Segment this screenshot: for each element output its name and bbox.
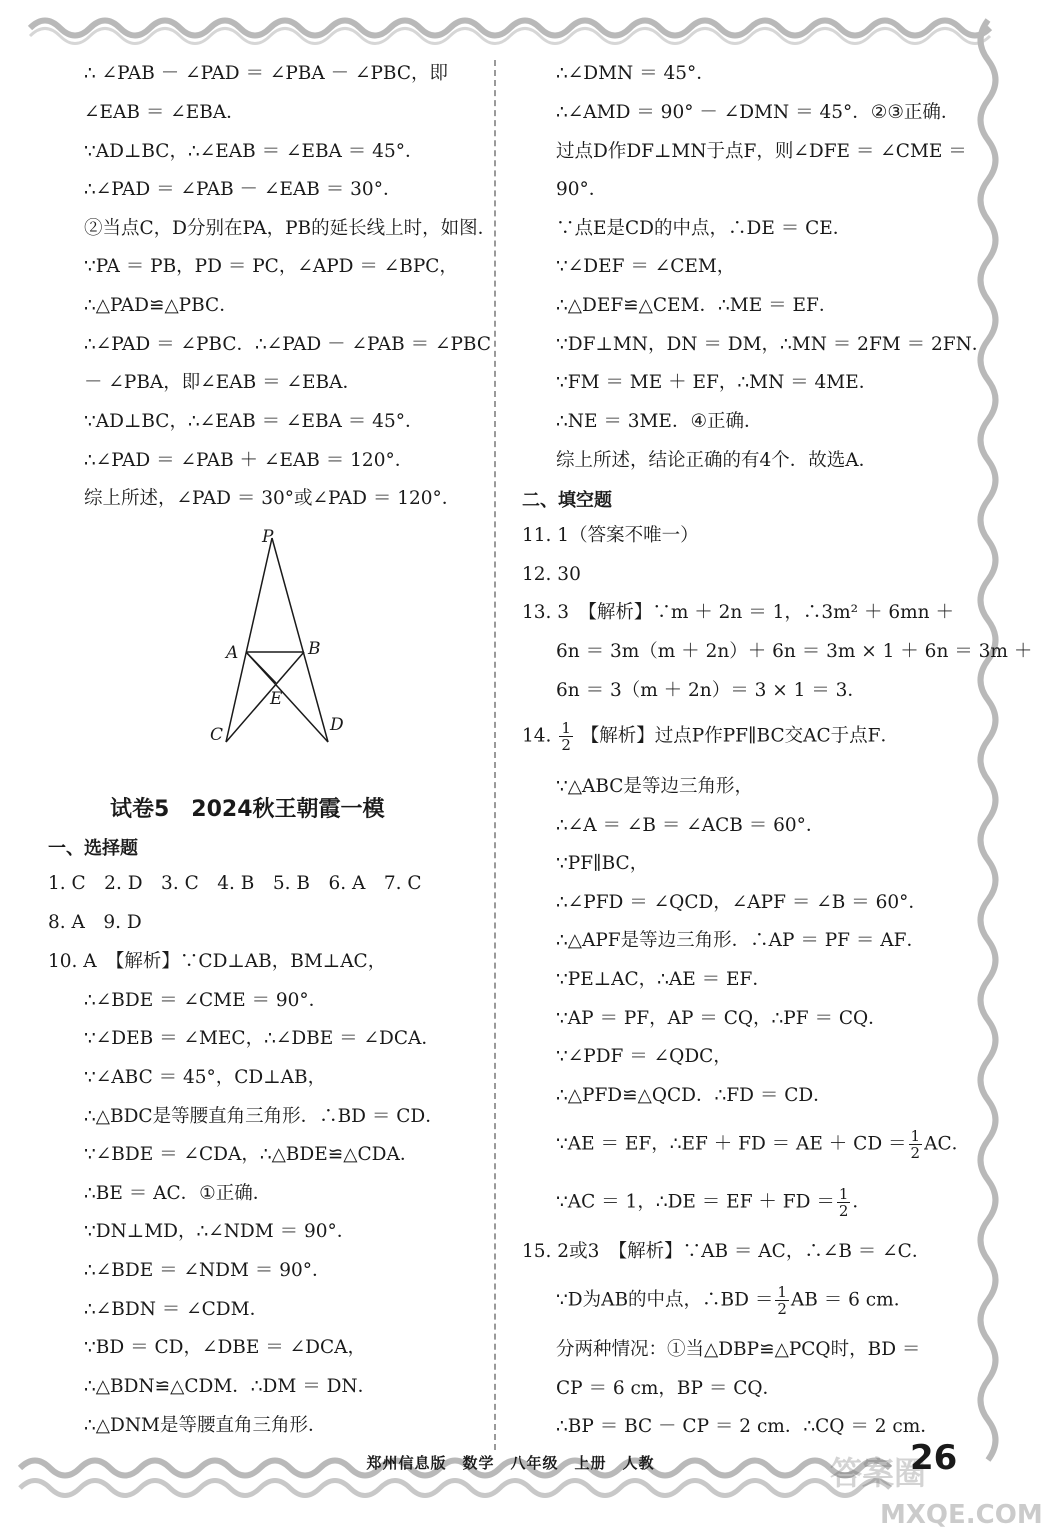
q14-line: ∵AP ＝ PF，AP ＝ CQ，∴PF ＝ CQ． [556, 1008, 887, 1029]
section-heading: 一、选择题 [48, 838, 138, 859]
geometry-figure [200, 524, 360, 754]
left-line: ∴∠PAD ＝ ∠PAB － ∠EAB ＝ 30°． [84, 179, 402, 200]
q10-line: ∴△DNM是等腰直角三角形． [84, 1415, 327, 1436]
left-line: ∴ ∠PAB － ∠PAD ＝ ∠PBA － ∠PBC，即 [84, 63, 449, 84]
fraction-numerator: 1 [838, 1185, 849, 1203]
answers-row: 1. C 2. D 3. C 4. B 5. B 6. A 7. C [48, 873, 422, 894]
fraction-denominator: 2 [777, 1300, 787, 1318]
left-line: ∵PA ＝ PB，PD ＝ PC，∠APD ＝ ∠BPC， [84, 256, 458, 277]
fraction [775, 1284, 789, 1317]
watermark-url: MXQE.COM [880, 1500, 1043, 1530]
q14-number: 14. [522, 725, 552, 747]
left-line: 综上所述，∠PAD ＝ 30°或∠PAD ＝ 120°． [84, 488, 461, 509]
left-line: ∵AD⊥BC，∴∠EAB ＝ ∠EBA ＝ 45°． [84, 411, 424, 432]
q14-ae-post: AC． [924, 1133, 971, 1155]
fraction-denominator: 2 [910, 1144, 921, 1162]
q10-line: ∵BD ＝ CD，∠DBE ＝ ∠DCA， [84, 1337, 366, 1358]
fraction-denominator: 2 [561, 736, 571, 754]
q14-ac-post: ． [852, 1191, 871, 1213]
watermark: 答案圈 [830, 1454, 927, 1492]
left-line: ②当点C，D分别在PA，PB的延长线上时，如图． [84, 218, 497, 239]
right-line: ∴△DEF≌△CEM．∴ME ＝ EF． [556, 295, 838, 316]
q10-line: ∵∠DEB ＝ ∠MEC，∴∠DBE ＝ ∠DCA． [84, 1028, 440, 1049]
q15-post: AB ＝ 6 cm． [790, 1289, 913, 1311]
q15-line: CP ＝ 6 cm，BP ＝ CQ． [556, 1378, 782, 1399]
q14-head [522, 720, 899, 753]
label-p: P [262, 527, 274, 547]
q15-line-fraction [556, 1284, 912, 1317]
q14-line: ∴△PFD≌△QCD．∴FD ＝ CD． [556, 1085, 832, 1106]
q14-ac-pre: ∵AC ＝ 1，∴DE ＝ EF ＋ FD ＝ [556, 1191, 835, 1213]
fraction-numerator: 1 [777, 1283, 787, 1301]
q14-line: ∴△APF是等边三角形．∴AP ＝ PF ＝ AF． [556, 930, 925, 951]
q11: 11. 1（答案不唯一） [522, 525, 699, 546]
q14-text: 【解析】过点P作PF∥BC交AC于点F． [580, 725, 899, 747]
q14-line-fraction [556, 1128, 970, 1161]
q10-line: ∴∠BDN ＝ ∠CDM． [84, 1299, 269, 1320]
right-line: ∵DF⊥MN，DN ＝ DM，∴MN ＝ 2FM ＝ 2FN． [556, 334, 991, 355]
q15-line: ∴BP ＝ BC － CP ＝ 2 cm．∴CQ ＝ 2 cm． [556, 1416, 939, 1437]
q14-line: ∵∠PDF ＝ ∠QDC， [556, 1046, 732, 1067]
fraction-denominator: 2 [838, 1202, 849, 1220]
label-a: A [226, 643, 239, 663]
q12: 12. 30 [522, 564, 581, 585]
decorative-right-border [968, 20, 1008, 1460]
q10-head: 10. A 【解析】∵CD⊥AB，BM⊥AC， [48, 951, 387, 972]
column-divider [494, 60, 496, 1450]
section-heading: 二、填空题 [522, 490, 612, 511]
right-line: ∵FM ＝ ME ＋ EF，∴MN ＝ 4ME． [556, 372, 878, 393]
right-line: ∵点E是CD的中点，∴DE ＝ CE． [556, 218, 852, 239]
q10-line: ∴△BDN≌△CDM．∴DM ＝ DN． [84, 1376, 377, 1397]
right-line: ∴NE ＝ 3ME．④正确． [556, 411, 763, 432]
q14-line: ∵PE⊥AC，∴AE ＝ EF． [556, 969, 771, 990]
q10-line: ∵∠ABC ＝ 45°，CD⊥AB， [84, 1067, 327, 1088]
label-c: C [210, 725, 224, 745]
q10-line: ∵∠BDE ＝ ∠CDA，∴△BDE≌△CDA． [84, 1144, 419, 1165]
label-b: B [308, 639, 321, 659]
q14-line: ∵△ABC是等边三角形， [556, 776, 753, 797]
left-line: ∴∠PAD ＝ ∠PAB ＋ ∠EAB ＝ 120°． [84, 450, 414, 471]
left-line: ∵AD⊥BC，∴∠EAB ＝ ∠EBA ＝ 45°． [84, 141, 424, 162]
q14-line-fraction [556, 1186, 871, 1219]
fraction-numerator: 1 [910, 1127, 921, 1145]
q10-line: ∴∠BDE ＝ ∠CME ＝ 90°． [84, 990, 328, 1011]
right-line: 综上所述，结论正确的有4个．故选A． [556, 450, 878, 471]
left-line: ∠EAB ＝ ∠EBA． [84, 102, 245, 123]
right-line: ∵∠DEF ＝ ∠CEM， [556, 256, 736, 277]
page-number: 26 [910, 1438, 958, 1478]
q13-head: 13. 3 【解析】∵m ＋ 2n ＝ 1，∴3m² ＋ 6mn ＋ [522, 602, 954, 623]
q10-line: ∴BE ＝ AC．①正确． [84, 1183, 272, 1204]
answers-row: 8. A 9. D [48, 912, 142, 933]
footer: 郑州信息版 数学 八年级 上册 人教 [366, 1454, 655, 1472]
q10-line: ∵DN⊥MD，∴∠NDM ＝ 90°． [84, 1221, 356, 1242]
left-line: － ∠PBA，即∠EAB ＝ ∠EBA． [84, 372, 361, 393]
fraction [909, 1128, 923, 1161]
label-d: D [330, 715, 344, 735]
right-line: ∴∠AMD ＝ 90° － ∠DMN ＝ 45°．②③正确． [556, 102, 960, 123]
left-line: ∴△PAD≌△PBC． [84, 295, 238, 316]
right-line: ∴∠DMN ＝ 45°． [556, 63, 715, 84]
q10-line: ∴∠BDE ＝ ∠NDM ＝ 90°． [84, 1260, 331, 1281]
q15-pre: ∵D为AB的中点，∴BD ＝ [556, 1289, 774, 1311]
label-e: E [270, 689, 283, 709]
q14-line: ∴∠A ＝ ∠B ＝ ∠ACB ＝ 60°． [556, 815, 825, 836]
fraction-numerator: 1 [561, 719, 571, 737]
q14-ae-pre: ∵AE ＝ EF，∴EF ＋ FD ＝ AE ＋ CD ＝ [556, 1133, 907, 1155]
q15-head: 15. 2或3 【解析】∵AB ＝ AC，∴∠B ＝ ∠C． [522, 1241, 931, 1262]
q13-line: 6n ＝ 3（m ＋ 2n）＝ 3 × 1 ＝ 3． [556, 680, 866, 701]
right-line: 90°． [556, 179, 608, 200]
fraction [837, 1186, 851, 1219]
q10-line: ∴△BDC是等腰直角三角形．∴BD ＝ CD． [84, 1106, 444, 1127]
q13-line: 6n ＝ 3m（m ＋ 2n）＋ 6n ＝ 3m × 1 ＋ 6n ＝ 3m ＋ [556, 641, 1033, 662]
paper-title: 试卷5 2024秋王朝霞一模 [110, 797, 385, 822]
right-line: 过点D作DF⊥MN于点F，则∠DFE ＝ ∠CME ＝ [556, 141, 967, 162]
decorative-top-border [30, 8, 990, 48]
fraction [559, 720, 573, 753]
q15-line: 分两种情况：①当△DBP≌△PCQ时，BD ＝ [556, 1339, 921, 1360]
left-line: ∴∠PAD ＝ ∠PBC．∴∠PAD － ∠PAB ＝ ∠PBC [84, 334, 492, 355]
q14-line: ∴∠PFD ＝ ∠QCD，∠APF ＝ ∠B ＝ 60°． [556, 892, 927, 913]
q14-line: ∵PF∥BC， [556, 853, 649, 874]
